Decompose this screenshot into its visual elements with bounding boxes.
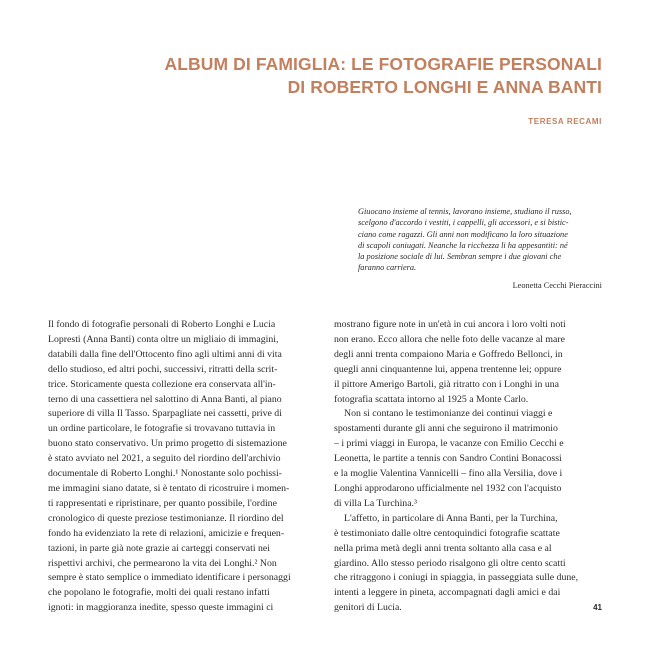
body-text-line: rispettivi archivi, che permearono la vita dei Longhi.² Non (48, 557, 277, 569)
epigraph-line: scelgono d'accordo i vestiti, i cappelli, gli accessori, e si bistic- (358, 218, 569, 228)
body-column-left (48, 318, 316, 616)
body-text-line: terno di una cassettiera nel salottino di Anna Banti, al piano (48, 393, 282, 405)
body-text-line: Il fondo di fotografie personali di Roberto Longhi e Lucia (48, 319, 276, 330)
body-text-line: dello studioso, ed altri pochi, successivi, ritratti della scrit- (48, 363, 278, 375)
body-text-line: sempre è stato semplice o immediato identificare i personaggi (48, 572, 291, 584)
body-text-line: giardino. Allo stesso periodo risalgono gli oltre cento scatti (334, 557, 566, 569)
body-text-line: non erano. Ecco allora che nelle foto delle vacanze al mare (334, 333, 565, 345)
body-text-line: quegli anni cinquantenne lui, appena trentenne lei; oppure (334, 363, 562, 375)
epigraph-line: Giuocano insieme al tennis, lavorano insieme, studiano il russo, (358, 207, 572, 216)
body-text-line: superiore di villa Il Tasso. Sparpagliate nei cassetti, prive di (48, 408, 282, 420)
body-column-right (334, 318, 602, 616)
body-text-line: trice. Storicamente questa collezione era conservata all'in- (48, 378, 276, 390)
body-text-line: nella prima metà degli anni trenta soltanto alla casa e al (334, 542, 552, 554)
paragraph-first-line: Non si contano le testimonianze dei continui viaggi e (344, 408, 553, 420)
body-text-line: Longhi approdarono ufficialmente nel 1932 con l'acquisto (334, 482, 562, 494)
body-text-line: me immagini siano datate, si è tentato di ricostruire i momen- (48, 482, 290, 494)
body-text-line: Leonetta, le partite a tennis con Sandro Contini Bonacossi (334, 453, 562, 465)
epigraph-quote (358, 206, 602, 274)
body-text-line: documentale di Roberto Longhi.¹ Nonostante solo pochissi- (48, 468, 282, 480)
title-line-2: DI ROBERTO LONGHI E ANNA BANTI (287, 77, 602, 97)
author-name: TERESA RECAMI (528, 117, 602, 126)
body-text-line: mostrano figure note in un'età in cui ancora i loro volti noti (334, 319, 566, 330)
epigraph-source: Leonetta Cecchi Pieraccini (512, 280, 602, 290)
epigraph (358, 206, 602, 290)
body-text-line: che popolano le fotografie, molti dei quali restano infatti (48, 587, 270, 599)
body-text-line: genitori di Lucia. (334, 602, 402, 614)
body-text-line: e la moglie Valentina Vannicelli – fino alla Versilia, dove i (334, 468, 563, 480)
body-text-line: di villa La Turchina.³ (334, 497, 417, 509)
body-text-line: il pittore Amerigo Bartoli, già ritratto con i Longhi in una (334, 378, 560, 390)
body-text-line: Lopresti (Anna Banti) conta oltre un migliaio di immagini, (48, 333, 279, 345)
body-text-line: spostamenti durante gli anni che seguirono il matrimonio (334, 423, 558, 435)
page-number: 41 (593, 603, 602, 612)
body-text-line: intenti a leggere in pineta, accompagnati dagli amici e dai (334, 587, 561, 599)
body-text-line: un ordine particolare, le fotografie si trovavano tuttavia in (48, 423, 276, 435)
title-line-1: ALBUM DI FAMIGLIA: LE FOTOGRAFIE PERSONALI (164, 54, 602, 74)
epigraph-line: di scapoli coniugati. Neanche la ricchezza li ha appesantiti: né (358, 240, 568, 250)
paragraph-first-line: L'affetto, in particolare di Anna Banti, per la Turchina, (344, 512, 558, 524)
epigraph-line: ciano come ragazzi. Gli anni non modificano la loro situazione (358, 229, 568, 239)
body-text-line: è stato avviato nel 2021, a seguito del riordino dell'archivio (48, 453, 281, 465)
epigraph-line: la posizione sociale di lui. Sembran sempre i due giovani che (358, 252, 562, 262)
body-text-line: databili dalla fine dell'Ottocento fino agli ultimi anni di vita (48, 348, 282, 360)
body-text-line: ti rappresentati e ripristinare, per quanto possibile, l'ordine (48, 497, 277, 509)
body-text-line: fotografia scattata intorno al 1925 a Monte Carlo. (334, 393, 529, 405)
body-text-line: che ritraggono i coniugi in spiaggia, in passeggiata sulle dune, (334, 572, 579, 584)
body-text-line: ignoti: in maggioranza inedite, spesso queste immagini ci (48, 602, 274, 614)
body-text-line: degli anni trenta compaiono Maria e Goffredo Bellonci, in (334, 348, 563, 360)
body-text-line: tazioni, in parte già note grazie ai carteggi conservati nei (48, 542, 270, 554)
body-text-line: buono stato conservativo. Un primo progetto di sistemazione (48, 438, 287, 450)
body-text-line: è testimoniato dalle oltre centoquindici fotografie scattate (334, 527, 560, 539)
body-text-line: – i primi viaggi in Europa, le vacanze con Emilio Cecchi e (334, 438, 564, 450)
article-title (150, 53, 602, 99)
epigraph-line: faranno carriera. (358, 263, 417, 273)
body-text-line: fondo ha evidenziato la rete di relazioni, amicizie e frequen- (48, 527, 285, 539)
body-text-line: cronologico di queste preziose testimonianze. Il riordino del (48, 512, 284, 524)
